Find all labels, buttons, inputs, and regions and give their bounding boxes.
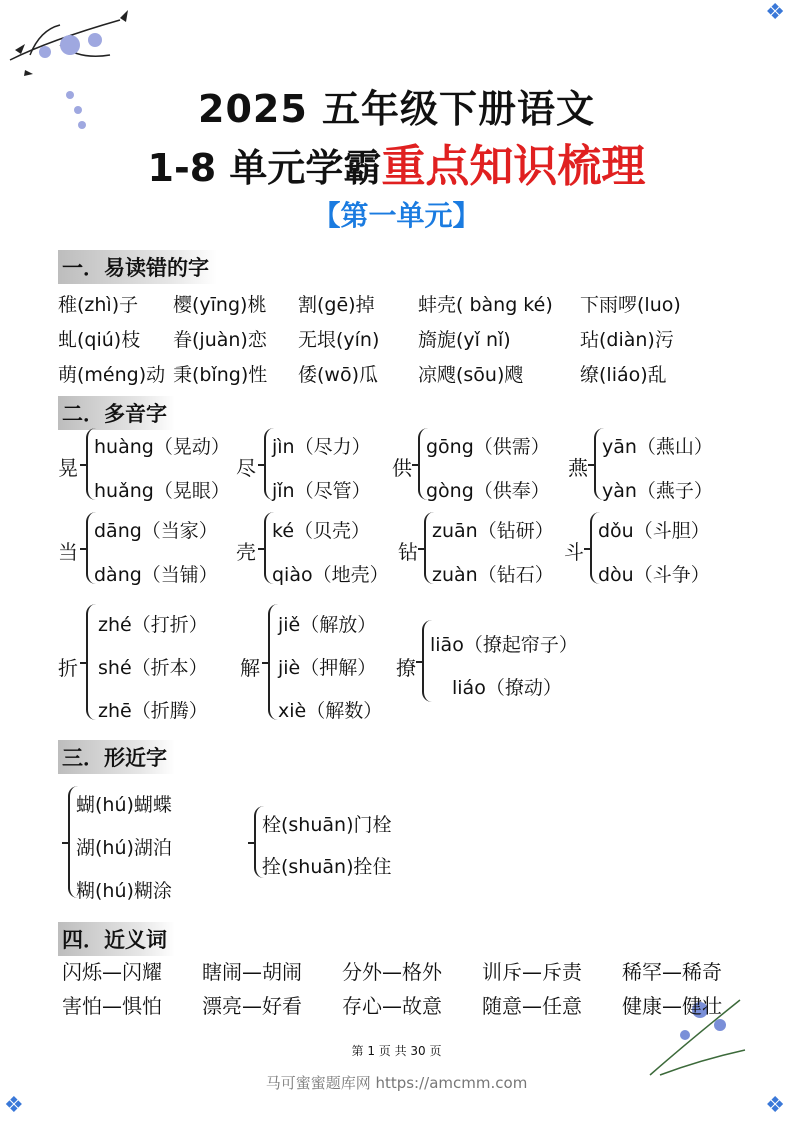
poly-reading: huàng（晃动） [94,436,230,458]
synonym-row [62,990,722,1019]
poly-char: 晃 [58,456,78,480]
word: 秉(bǐng)性 [173,364,268,386]
synonym-pair: 训斥—斥责 [482,960,582,984]
synonym-pair: 瞎闹—胡闹 [202,960,302,984]
poly-reading: zhé（打折） [98,614,208,636]
section-heading-polyphones: 二．多音字 [58,396,175,430]
poly-reading: jìn（尽力） [272,436,371,458]
poly-reading: liáo（撩动） [452,677,562,699]
synonym-pair: 漂亮—好看 [202,994,302,1018]
poly-reading: yàn（燕子） [602,480,713,502]
poly-reading: zuàn（钻石） [432,564,554,586]
word: 凉飕(sōu)飕 [418,364,524,386]
poly-char: 供 [392,456,412,480]
poly-char: 撩 [396,656,416,680]
site-link[interactable]: 马可蜜蜜题库网 https://amcmm.com [265,1074,528,1092]
poly-reading: shé（折本） [98,657,208,679]
poly-reading: huǎng（晃眼） [94,480,230,502]
poly-char: 斗 [564,540,584,564]
similar-word: 栓(shuān)门栓 [262,814,392,836]
word: 樱(yīng)桃 [173,294,267,316]
synonym-pair: 健康—健壮 [622,994,722,1018]
synonym-pair: 分外—格外 [342,960,442,984]
poly-reading: zuān（钻研） [432,520,554,542]
corner-ornament-icon: ❖ [4,1093,24,1118]
poly-char: 当 [58,540,78,564]
word: 玷(diàn)污 [580,329,674,351]
section-heading-synonyms: 四．近义词 [58,922,175,956]
poly-reading: ké（贝壳） [272,520,371,542]
similar-word: 拴(shuān)拴住 [262,856,392,878]
poly-char: 尽 [236,456,256,480]
similar-word: 湖(hú)湖泊 [76,837,172,859]
poly-reading: xiè（解数） [278,700,383,722]
synonym-pair: 随意—任意 [482,994,582,1018]
section-heading-easy-wrong: 一．易读错的字 [58,250,217,284]
synonym-pair: 闪烁—闪耀 [62,960,162,984]
poly-reading: dàng（当铺） [94,564,218,586]
word: 旖旎(yǐ nǐ) [418,329,511,351]
poly-char: 燕 [568,456,588,480]
poly-reading: dòu（斗争） [598,564,710,586]
word: 倭(wō)瓜 [298,364,378,386]
synonym-pair: 害怕—惧怕 [62,994,162,1018]
word: 缭(liáo)乱 [580,364,667,386]
easy-wrong-row [58,325,674,352]
poly-reading: jǐn（尽管） [272,480,371,502]
easy-wrong-row [58,290,681,317]
synonym-pair: 稀罕—稀奇 [622,960,722,984]
poly-reading: yān（燕山） [602,436,713,458]
word: 无垠(yín) [298,329,380,351]
poly-char: 钻 [398,540,418,564]
word: 蚌壳( bàng ké) [418,294,553,316]
similar-word: 糊(hú)糊涂 [76,880,172,902]
poly-reading: zhē（折腾） [98,700,208,722]
brace [86,604,96,720]
word: 眷(juàn)恋 [173,329,267,351]
section-heading-similar: 三．形近字 [58,740,175,774]
word: 稚(zhì)子 [58,294,139,316]
synonym-pair: 存心—故意 [342,994,442,1018]
word: 下雨啰(luo) [580,294,681,316]
poly-char: 折 [58,656,78,680]
easy-wrong-row [58,360,667,387]
poly-reading: jiě（解放） [278,614,377,636]
poly-reading: gōng（供需） [426,436,550,458]
poly-reading: dāng（当家） [94,520,218,542]
poly-reading: gòng（供奉） [426,480,550,502]
word: 虬(qiú)枝 [58,329,141,351]
corner-ornament-icon: ❖ [765,0,785,25]
subtitle-highlight: 重点知识梳理 [381,141,646,192]
page-subtitle [0,130,793,194]
poly-char: 解 [240,656,260,680]
page-title: 2025 五年级下册语文 [198,87,595,131]
synonym-row [62,956,722,985]
similar-word: 蝴(hú)蝴蝶 [76,794,172,816]
poly-reading: jiè（押解） [278,657,377,679]
poly-reading: dǒu（斗胆） [598,520,710,542]
subtitle-prefix: 1-8 单元学霸 [147,146,382,190]
word: 萌(méng)动 [58,364,166,386]
unit-heading: 【第一单元】 [312,199,481,232]
word: 割(gē)掉 [298,294,375,316]
poly-reading: qiào（地壳） [272,564,389,586]
page-number: 第 1 页 共 30 页 [351,1044,442,1058]
poly-reading: liāo（撩起帘子） [430,634,578,656]
poly-char: 壳 [236,540,256,564]
brace [268,604,278,720]
corner-ornament-icon: ❖ [765,1093,785,1118]
